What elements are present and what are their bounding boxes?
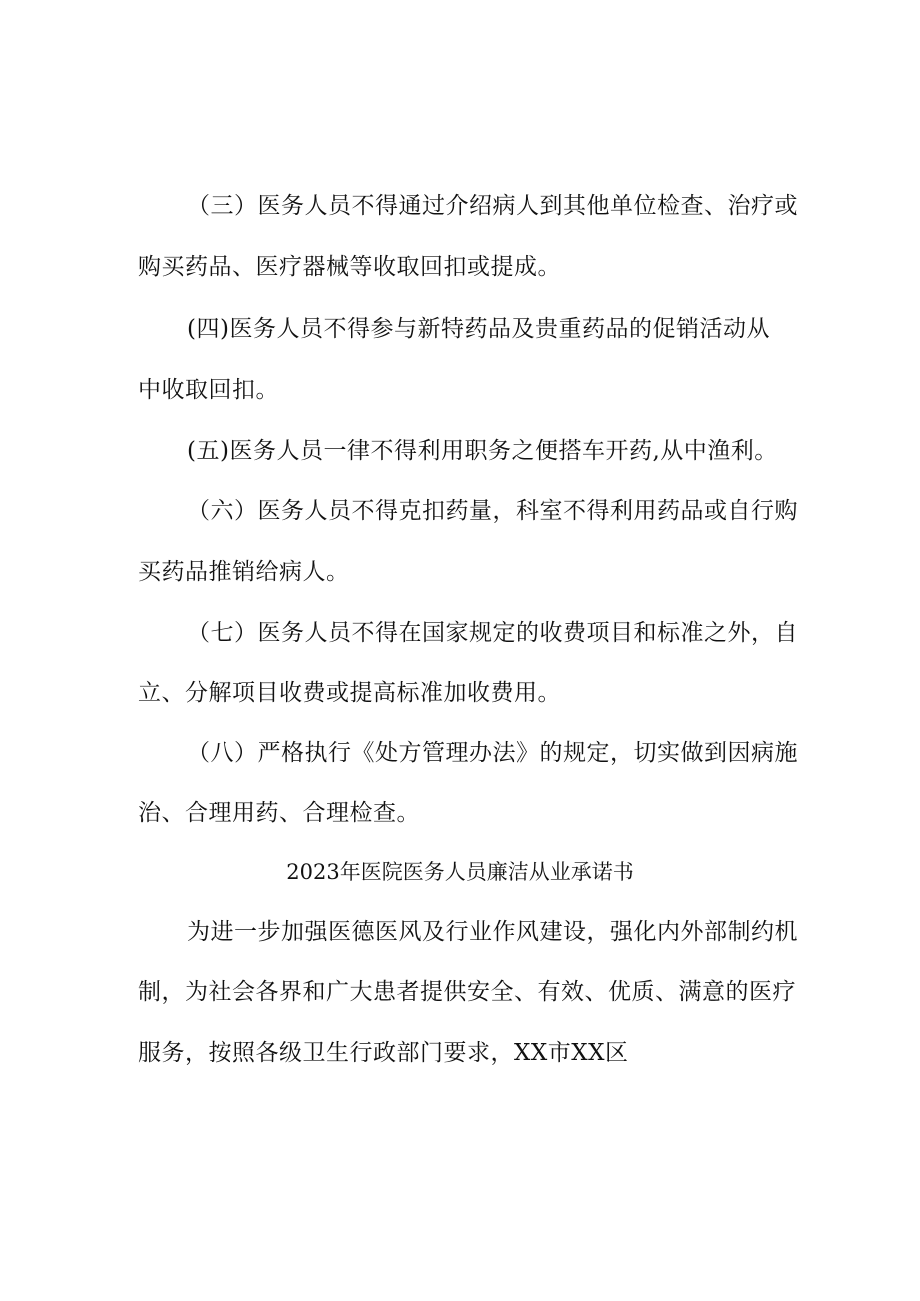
intro-line-1: 为进一步加强医德医风及行业作风建设，强化内外部制约机 <box>187 919 798 945</box>
paragraph-8-line-1: （八）严格执行《处方管理办法》的规定，切实做到因病施 <box>187 740 798 766</box>
paragraph-5-line-1: (五)医务人员一律不得利用职务之便搭车开药,从中渔利。 <box>187 438 778 464</box>
paragraph-7-line-1: （七）医务人员不得在国家规定的收费项目和标准之外，自 <box>187 620 798 646</box>
intro-line-3: 服务，按照各级卫生行政部门要求，XX市XX区 <box>138 1040 629 1066</box>
document-title: 2023年医院医务人员廉洁从业承诺书 <box>286 860 634 884</box>
paragraph-4-line-2: 中收取回扣。 <box>138 377 279 403</box>
paragraph-8-line-2: 治、合理用药、合理检查。 <box>138 800 420 826</box>
intro-line-2: 制，为社会各界和广大患者提供安全、有效、优质、满意的医疗 <box>138 979 796 1005</box>
paragraph-3-line-1: （三）医务人员不得通过介绍病人到其他单位检查、治疗或 <box>187 193 798 219</box>
paragraph-7-line-2: 立、分解项目收费或提高标准加收费用。 <box>138 680 561 706</box>
paragraph-3-line-2: 购买药品、医疗器械等收取回扣或提成。 <box>138 254 561 280</box>
paragraph-4-line-1: (四)医务人员不得参与新特药品及贵重药品的促销活动从 <box>187 316 770 342</box>
paragraph-6-line-2: 买药品推销给病人。 <box>138 559 350 585</box>
paragraph-6-line-1: （六）医务人员不得克扣药量，科室不得利用药品或自行购 <box>187 498 798 524</box>
